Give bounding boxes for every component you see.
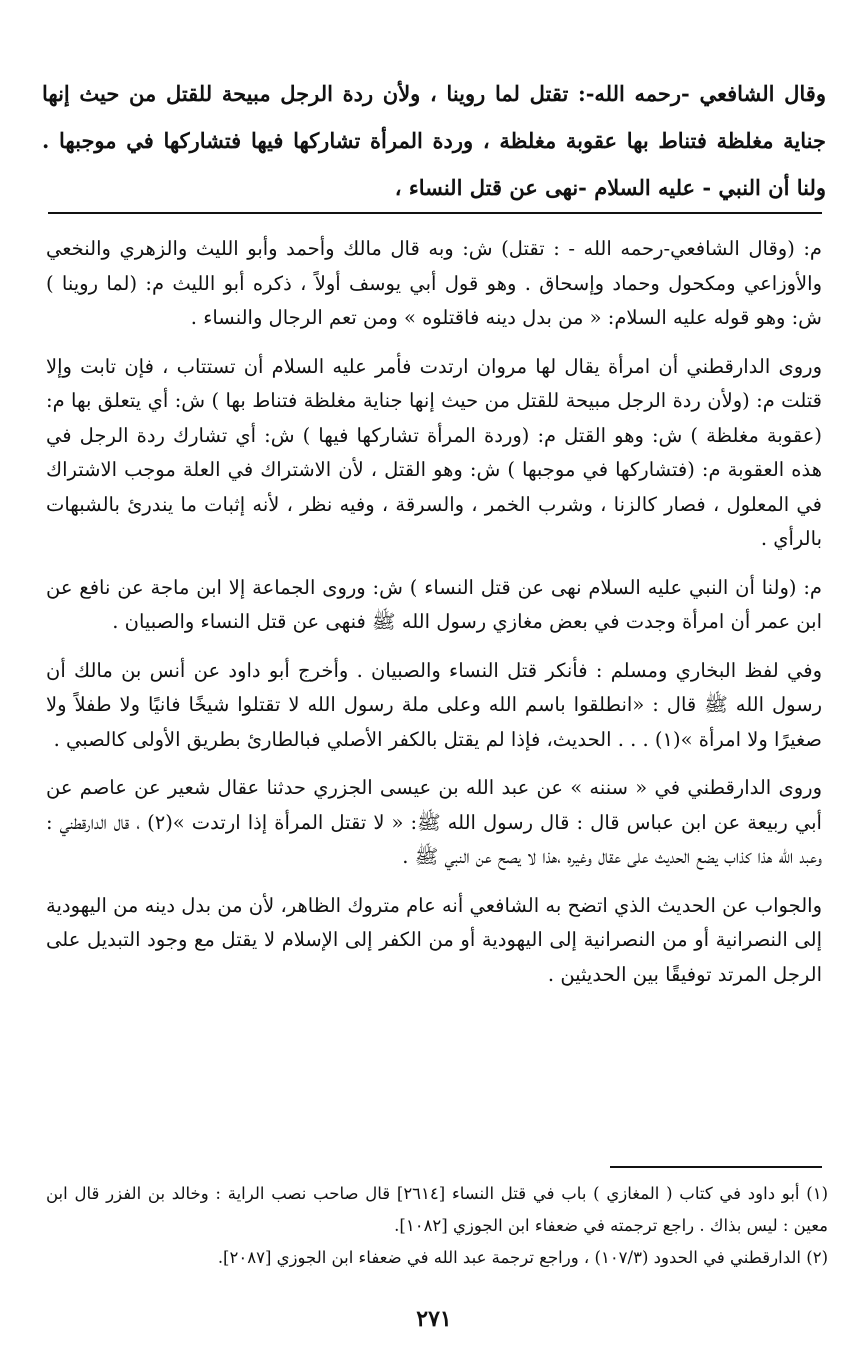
footnotes-block	[46, 1178, 828, 1274]
main-text-paragraph: وقال الشافعي -رحمه الله-: تقتل لما روينا ، ولأن ردة الرجل مبيحة للقتل من حيث إنها جناية مغلظة فتناط بها عقوبة مغلظة ، وردة المرأة تشاركها فيها فتشاركها في موجبها . ولنا أن النبي - عليه السلام -نهى عن قتل النساء ،	[42, 81, 826, 200]
commentary-paragraph-4: وفي لفظ البخاري ومسلم : فأنكر قتل النساء والصبيان . وأخرج أبو داود عن أنس بن مالك أن رسول الله ﷺ قال : «انطلقوا باسم الله وعلى ملة رسول الله لا تقتلوا شيخًا فانيًا ولا طفلاً ولا صغيرًا ولا امرأة »(١) . . . الحديث، فإذا لم يقتل بالكفر الأصلي فبالطارئ بطريق الأولى كالصبي .	[46, 658, 822, 751]
commentary-paragraph-5: وروى الدارقطني في « سننه » عن عبد الله بن عيسى الجزري حدثنا عقال شعير عن عاصم عن أبي ربيعة عن ابن عباس قال : قال رسول الله ﷺ: « لا تقتل المرأة إذا ارتدت »(٢) ، قال الدارقطني : وعبد الله هذا كذاب يضع الحديث على عقال وغيره ،هذا لا يصح عن النبي ﷺ .	[46, 776, 822, 868]
footnote-2: (٢) الدارقطني في الحدود (١٠٧/٣) ، وراجع ترجمة عبد الله في ضعفاء ابن الجوزي [٢٠٨٧].	[217, 1248, 828, 1267]
footnote-1: (١) أبو داود في كتاب ( المغازي ) باب في قتل النساء [٢٦١٤] قال صاحب نصب الراية : وخالد بن الفزر قال ابن معين : ليس بذاك . راجع ترجمته في ضعفاء ابن الجوزي [١٠٨٢].	[46, 1184, 828, 1235]
commentary-paragraph-6: والجواب عن الحديث الذي اتضح به الشافعي أنه عام متروك الظاهر، لأن من بدل دينه من اليهودية إلى النصرانية أو من النصرانية إلى اليهودية أو من الكفر إلى الإسلام لا يقتل مع وجود التبديل على الرجل المرتد توفيقًا بين الحديثين .	[46, 893, 822, 986]
footnote-divider	[610, 1166, 822, 1168]
section-divider	[48, 212, 822, 214]
main-text-block	[42, 70, 826, 211]
commentary-block	[46, 232, 822, 1006]
commentary-paragraph-3: م: (ولنا أن النبي عليه السلام نهى عن قتل النساء ) ش: وروى الجماعة إلا ابن ماجة عن نافع عن ابن عمر أن امرأة وجدت في بعض مغازي رسول الله ﷺ فنهى عن قتل النساء والصبيان .	[46, 575, 822, 633]
commentary-paragraph-1: م: (وقال الشافعي-رحمه الله - : تقتل) ش: وبه قال مالك وأحمد وأبو الليث والزهري والنخعي والأوزاعي ومكحول وحماد وإسحاق . وهو قول أبي يوسف أولاً ، ذكره أبو الليث م: (لما روينا ) ش: وهو قوله عليه السلام: « من بدل دينه فاقتلوه » ومن تعم الرجال والنساء .	[46, 237, 822, 329]
page-number: ٢٧١	[416, 1306, 452, 1332]
commentary-paragraph-2: وروى الدارقطني أن امرأة يقال لها مروان ارتدت فأمر عليه السلام أن تستتاب ، فإن تابت وإلا قتلت م: (ولأن ردة الرجل مبيحة للقتل من حيث إنها جناية مغلظة فتناط بها ) ش: أي يتعلق بها م: (عقوبة مغلظة ) ش: وهو القتل م: (وردة المرأة تشاركها فيها ) ش: أي تشارك ردة الرجل في هذه العقوبة م: (فتشاركها في موجبها ) ش: وهو القتل ، لأن الاشتراك في العلة موجب الاشتراك في المعلول ، فصار كالزنا ، وشرب الخمر ، والسرقة ، وفيه نظر ، لأنه إثبات ما يندرئ بالشبهات بالرأي .	[46, 354, 822, 550]
